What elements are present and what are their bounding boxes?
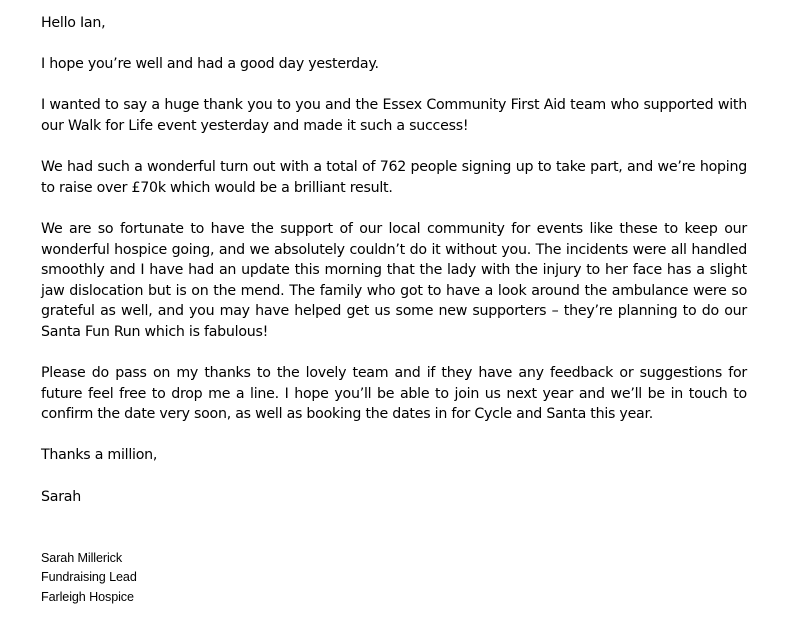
signature-organization: Farleigh Hospice xyxy=(41,589,134,604)
paragraph-feedback: Please do pass on my thanks to the lovely team and if they have any feedback or suggestions for future feel free to drop me a line. I hope you’ll be able to join us next year and we’ll be in touch to confirm the date very soon, as well as booking the dates in for Cycle and Santa this year. xyxy=(41,365,747,423)
paragraph-turnout: We had such a wonderful turn out with a total of 762 people signing up to take part, and we’re hoping to raise over £70k which would be a brilliant result. xyxy=(41,159,747,196)
paragraph-thanks: I wanted to say a huge thank you to you and the Essex Community First Aid team who supported with our Walk for Life event yesterday and made it such a success! xyxy=(41,97,747,134)
greeting: Hello Ian, xyxy=(41,15,106,31)
paragraph-community: We are so fortunate to have the support of our local community for events like these to keep our wonderful hospice going, and we absolutely couldn’t do it without you. The incidents were all handled smoothly and I have had an update this morning that the lady with the injury to her face has a slight jaw dislocation but is on the mend. The family who got to have a look around the ambulance were so grateful as well, and you may have helped get us some new supporters – they’re planning to do our Santa Fun Run which is fabulous! xyxy=(41,220,747,340)
signature-name: Sarah Millerick xyxy=(41,551,123,565)
sign-off-name: Sarah xyxy=(41,488,81,505)
closing: Thanks a million, xyxy=(41,447,158,464)
paragraph-opening: I hope you’re well and had a good day yesterday. xyxy=(41,56,379,73)
email-signature xyxy=(41,549,137,607)
signature-role: Fundraising Lead xyxy=(41,570,137,585)
letter-body xyxy=(41,13,747,528)
